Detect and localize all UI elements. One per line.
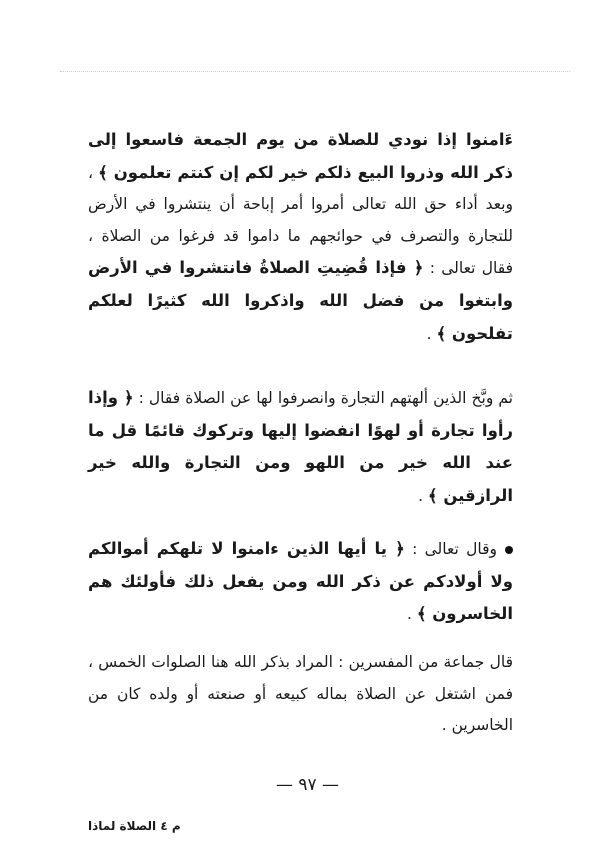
quran-verse: ءَامنوا إذا نودي للصلاة من يوم الجمعة فاسعوا إلى ذكر الله وذروا البيع ذلكم خير لكم إن كنتم تعلمون ﴾ xyxy=(88,130,513,182)
bullet-icon xyxy=(505,546,513,554)
body-text: قال جماعة من المفسرين : المراد بذكر الله هنا الصلوات الخمس ، فمن اشتغل عن الصلاة بماله كبيعه أو صنعته أو ولده كان من الخاسرين . xyxy=(88,653,513,735)
footer-signature: م ٤ الصلاة لماذا xyxy=(88,819,181,833)
page-number: — ٩٧ — xyxy=(275,775,340,795)
paragraph-2 xyxy=(88,382,513,512)
paragraph-3 xyxy=(88,533,513,631)
body-text: . xyxy=(426,324,437,343)
paragraph-4 xyxy=(88,647,513,742)
quran-verse: ﴿ يا أيها الذين ءامنوا لا تلهكم أموالكم ولا أولادكم عن ذكر الله ومن يفعل ذلك فأولئك هم الخاسرون ﴾ xyxy=(88,539,513,624)
paragraph-1 xyxy=(88,124,513,350)
body-text: ، وبعد أداء حق الله تعالى أمروا أمر إباحة أن ينتشروا في الأرض للتجارة والتصرف في حوائجهم ما داموا قد فرغوا من الصلاة ، فقال تعالى : xyxy=(88,163,513,278)
body-text: وقال تعالى : xyxy=(404,540,497,558)
quran-verse: ﴿ وإذا رأوا تجارة أو لهوًا انفضوا إليها وتركوك قائمًا قل ما عند الله خير من اللهو ومن التجارة والله خير الرازقين ﴾ xyxy=(88,388,513,505)
body-text: . xyxy=(406,605,417,624)
quran-verse: ﴿ فإذا قُضِيتِ الصلاةُ فانتشروا في الأرض وابتغوا من فضل الله واذكروا الله كثيرًا لعلكم تفلحون ﴾ xyxy=(88,258,513,343)
body-text: ثم وبَّخ الذين ألهتهم التجارة وانصرفوا لها عن الصلاة فقال : xyxy=(133,389,513,407)
body-text: . xyxy=(418,486,428,505)
top-divider xyxy=(60,71,570,72)
